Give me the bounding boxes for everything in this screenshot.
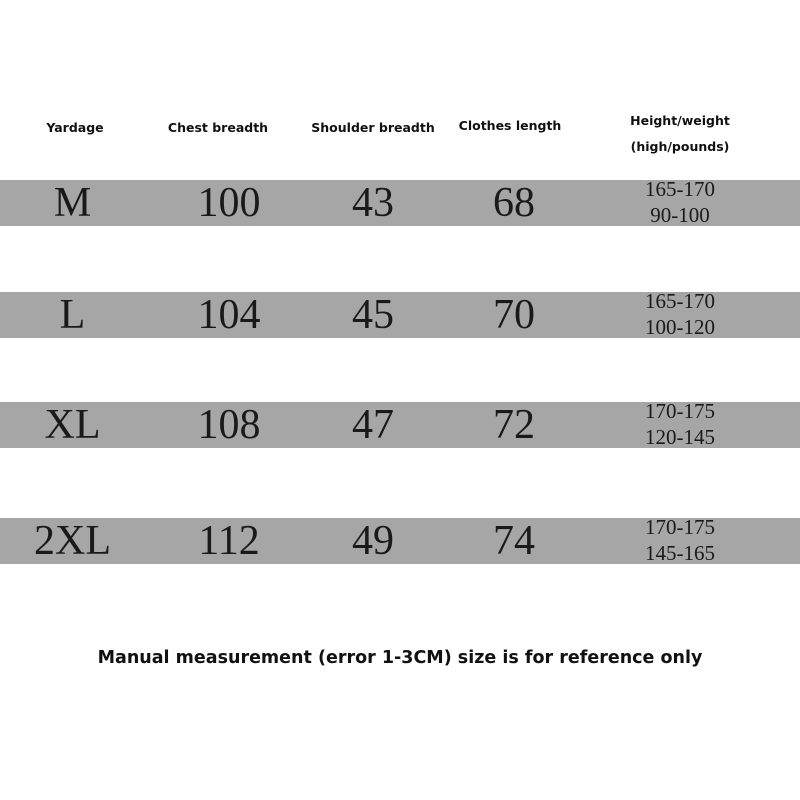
table-row xyxy=(0,177,800,227)
length-cell: 70 xyxy=(493,292,535,338)
table-row xyxy=(0,515,800,565)
header-height-weight-unit: (high/pounds) xyxy=(630,139,730,154)
height-value: 165-170 xyxy=(645,289,715,313)
weight-value: 145-165 xyxy=(645,541,715,565)
height-weight-cell xyxy=(605,398,755,454)
table-header xyxy=(0,100,800,160)
header-chest-breadth: Chest breadth xyxy=(167,120,269,135)
weight-value: 120-145 xyxy=(645,425,715,449)
height-weight-cell xyxy=(605,176,755,232)
shoulder-cell: 45 xyxy=(352,292,394,338)
weight-value: 90-100 xyxy=(650,203,710,227)
chest-cell: 100 xyxy=(197,180,261,226)
chest-cell: 108 xyxy=(197,402,261,448)
length-cell: 68 xyxy=(493,180,535,226)
header-clothes-length: Clothes length xyxy=(458,118,562,133)
chest-cell: 112 xyxy=(198,518,260,564)
shoulder-cell: 47 xyxy=(352,402,394,448)
header-height-weight-title: Height/weight xyxy=(630,113,730,128)
length-cell: 72 xyxy=(493,402,535,448)
table-row xyxy=(0,399,800,449)
table-row xyxy=(0,289,800,339)
header-yardage: Yardage xyxy=(46,120,104,135)
size-cell: 2XL xyxy=(34,518,111,564)
shoulder-cell: 49 xyxy=(352,518,394,564)
height-value: 165-170 xyxy=(645,177,715,201)
height-value: 170-175 xyxy=(645,515,715,539)
height-weight-cell xyxy=(605,514,755,570)
footnote: Manual measurement (error 1-3CM) size is for reference only xyxy=(97,648,703,668)
size-cell: M xyxy=(53,180,92,226)
size-cell: XL xyxy=(44,402,101,448)
shoulder-cell: 43 xyxy=(352,180,394,226)
length-cell: 74 xyxy=(493,518,535,564)
height-value: 170-175 xyxy=(645,399,715,423)
chest-cell: 104 xyxy=(197,292,261,338)
header-height-weight xyxy=(605,108,755,160)
weight-value: 100-120 xyxy=(645,315,715,339)
header-shoulder-breadth: Shoulder breadth xyxy=(311,120,435,135)
size-cell: L xyxy=(59,292,86,338)
height-weight-cell xyxy=(605,288,755,344)
